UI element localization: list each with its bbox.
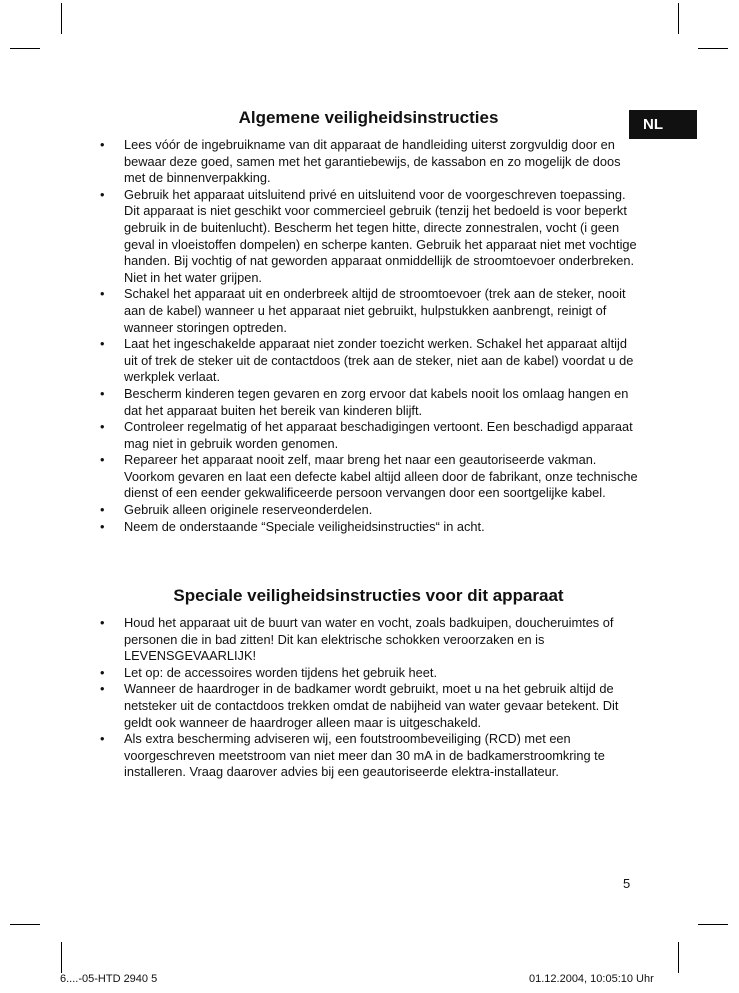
bullet-icon: • (100, 186, 105, 202)
bullet-icon: • (100, 336, 105, 352)
language-tab: NL (629, 110, 697, 139)
list-item (96, 336, 641, 386)
list-item (96, 681, 641, 731)
list-item (96, 519, 641, 536)
list-item (96, 452, 641, 502)
instruction-list (96, 615, 641, 781)
list-item-text: Gebruik het apparaat uitsluitend privé en uitsluitend voor de voorgeschreven toepassing. Dit apparaat is niet geschikt voor commercieel gebruik (tenzij het bedoeld is voor beperkt gebruik in de buitenlucht). Bescherm het tegen hitte, directe zonnestralen, vocht (i geen geval in vloeistoffen dompelen) en scherpe kanten. Gebruik het apparaat niet met vochtige handen. Bij vochtig of nat geworden apparaat onmiddellijk de stroomtoevoer onderbreken. Niet in het water grijpen. (124, 186, 637, 285)
crop-mark (698, 48, 728, 49)
general-safety-section (96, 107, 641, 535)
section-title: Algemene veiligheidsinstructies (238, 108, 499, 127)
bullet-icon: • (100, 664, 105, 680)
crop-mark (10, 48, 40, 49)
list-item (96, 731, 641, 781)
footer-timestamp: 01.12.2004, 10:05:10 Uhr (529, 973, 654, 985)
list-item-text: Controleer regelmatig of het apparaat beschadigingen vertoont. Een beschadigd apparaat mag niet in gebruik worden genomen. (124, 419, 633, 451)
bullet-icon: • (100, 502, 105, 518)
list-item-text: Wanneer de haardroger in de badkamer wordt gebruikt, moet u na het gebruik altijd de netsteker uit de contactdoos trekken omdat de nabijheid van water gevaar betekent. Dit geldt ook wanneer de haardroger alleen maar is uitgeschakeld. (124, 681, 619, 730)
bullet-icon: • (100, 615, 105, 630)
list-item-text: Neem de onderstaande “Speciale veiligheidsinstructies“ in acht. (124, 518, 485, 534)
bullet-icon: • (100, 452, 105, 468)
bullet-icon: • (100, 731, 105, 747)
footer-print-info: 6....-05-HTD 2940 5 (60, 973, 158, 985)
list-item-text: Lees vóór de ingebruikname van dit apparaat de handleiding uiterst zorgvuldig door en bewaar deze goed, samen met het garantiebewijs, de kassabon en zo mogelijk de doos met de binnenverpakking. (124, 137, 621, 186)
crop-mark (61, 942, 62, 973)
list-item (96, 137, 641, 187)
page-number: 5 (623, 876, 631, 891)
crop-mark (678, 942, 679, 973)
list-item (96, 286, 641, 336)
instruction-list (96, 137, 641, 535)
list-item (96, 502, 641, 519)
bullet-icon: • (100, 518, 105, 534)
list-item-text: Laat het ingeschakelde apparaat niet zonder toezicht werken. Schakel het apparaat altijd uit of trek de steker uit de contactdoos (trek aan de steker, niet aan de kabel) voordat u de werkplek verlaat. (124, 336, 634, 385)
crop-mark (698, 924, 728, 925)
bullet-icon: • (100, 137, 105, 152)
list-item-text: Gebruik alleen originele reserveonderdelen. (124, 502, 373, 518)
bullet-icon: • (100, 286, 105, 302)
bullet-icon: • (100, 681, 105, 697)
list-item-text: Let op: de accessoires worden tijdens het gebruik heet. (124, 664, 438, 680)
special-safety-section (96, 585, 641, 781)
crop-mark (678, 3, 679, 34)
list-item-text: Als extra bescherming adviseren wij, een foutstroombeveiliging (RCD) met een voorgeschreven meetstroom van niet meer dan 30 mA in de badkamerstroomkring te installeren. Vraag daarover advies bij een geautoriseerde elektra-installateur. (124, 731, 605, 780)
list-item-text: Schakel het apparaat uit en onderbreek altijd de stroomtoevoer (trek aan de steker, nooit aan de kabel) wanneer u het apparaat niet gebruikt, hulpstukken aanbrengt, reinigt of wanneer storingen optreden. (124, 286, 626, 335)
list-item (96, 665, 641, 682)
list-item-text: Repareer het apparaat nooit zelf, maar breng het naar een geautoriseerde vakman. Voorkom gevaren en laat een defecte kabel altijd alleen door de fabrikant, onze technische dienst of een eender gekwalificeerde persoon vervangen door een soortgelijke kabel. (124, 452, 638, 501)
list-item-text: Bescherm kinderen tegen gevaren en zorg ervoor dat kabels nooit los omlaag hangen en dat het apparaat buiten het bereik van kinderen blijft. (124, 385, 629, 418)
crop-mark (10, 924, 40, 925)
list-item-text: Houd het apparaat uit de buurt van water en vocht, zoals badkuipen, doucheruimtes of personen die in bad zitten! Dit kan elektrische schokken veroorzaken en is LEVENSGEVAARLIJK! (124, 615, 614, 664)
crop-mark (61, 3, 62, 34)
list-item (96, 187, 641, 287)
bullet-icon: • (100, 419, 105, 435)
section-title: Speciale veiligheidsinstructies voor dit apparaat (173, 586, 564, 605)
list-item (96, 419, 641, 452)
bullet-icon: • (100, 385, 105, 401)
list-item (96, 386, 641, 419)
list-item (96, 615, 641, 665)
